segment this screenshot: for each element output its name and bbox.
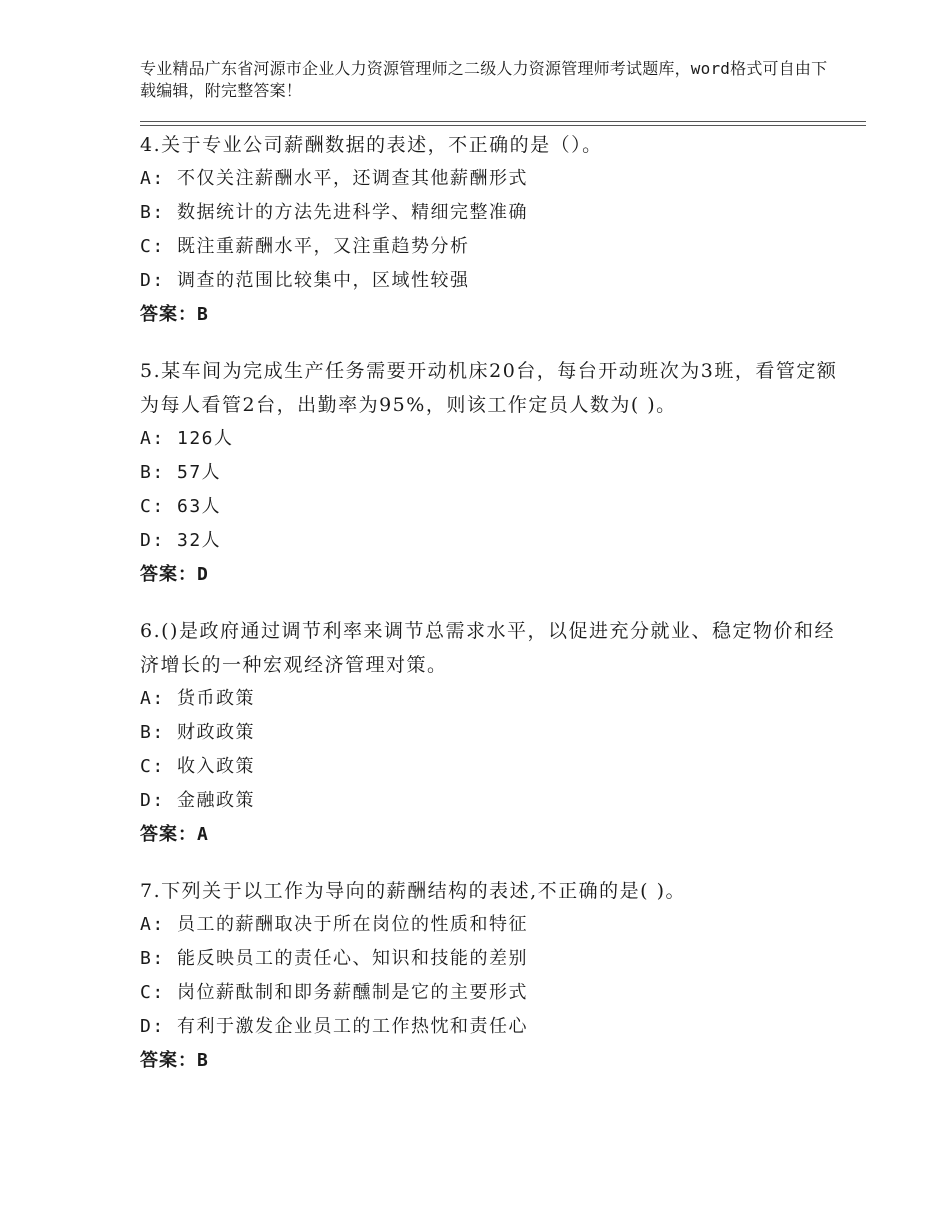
question-list [140, 128, 840, 1100]
header-divider-top [140, 121, 866, 122]
question-stem: 6.()是政府通过调节利率来调节总需求水平，以促进充分就业、稳定物价和经济增长的一种宏观经济管理对策。 [140, 620, 835, 676]
question-stem: 5.某车间为完成生产任务需要开动机床20台，每台开动班次为3班，看管定额为每人看管2台，出勤率为95%，则该工作定员人数为( )。 [140, 360, 838, 416]
question-answer: 答案：A [140, 824, 209, 845]
question-option-a: A: 126人 [140, 428, 234, 449]
question-stem: 7.下列关于以工作为导向的薪酬结构的表述,不正确的是( )。 [140, 880, 687, 902]
header-title: 专业精品广东省河源市企业人力资源管理师之二级人力资源管理师考试题库，word格式可自由下载编辑，附完整答案！ [140, 59, 828, 100]
question-item [140, 354, 840, 592]
question-option-c: C: 既注重薪酬水平，又注重趋势分析 [140, 236, 470, 257]
document-header [140, 58, 830, 102]
question-option-d: D: 金融政策 [140, 790, 256, 811]
question-stem: 4.关于专业公司薪酬数据的表述，不正确的是（）。 [140, 134, 603, 156]
question-item [140, 128, 840, 332]
question-option-b: B: 能反映员工的责任心、知识和技能的差别 [140, 948, 529, 969]
question-option-a: A: 不仅关注薪酬水平，还调查其他薪酬形式 [140, 168, 529, 189]
question-answer: 答案：B [140, 1050, 209, 1071]
question-option-b: B: 数据统计的方法先进科学、精细完整准确 [140, 202, 529, 223]
question-option-c: C: 岗位薪酞制和即务薪醺制是它的主要形式 [140, 982, 529, 1003]
question-option-d: D: 32人 [140, 530, 222, 551]
question-option-a: A: 员工的薪酬取决于所在岗位的性质和特征 [140, 914, 529, 935]
question-option-d: D: 调查的范围比较集中，区域性较强 [140, 270, 470, 291]
question-answer: 答案：D [140, 564, 209, 585]
question-answer: 答案：B [140, 304, 209, 325]
question-option-b: B: 57人 [140, 462, 222, 483]
question-option-d: D: 有利于激发企业员工的工作热忱和责任心 [140, 1016, 529, 1037]
question-option-a: A: 货币政策 [140, 688, 256, 709]
question-option-c: C: 63人 [140, 496, 222, 517]
header-divider-bottom [140, 125, 866, 126]
question-option-b: B: 财政政策 [140, 722, 256, 743]
question-item [140, 874, 840, 1078]
question-option-c: C: 收入政策 [140, 756, 256, 777]
question-item [140, 614, 840, 852]
